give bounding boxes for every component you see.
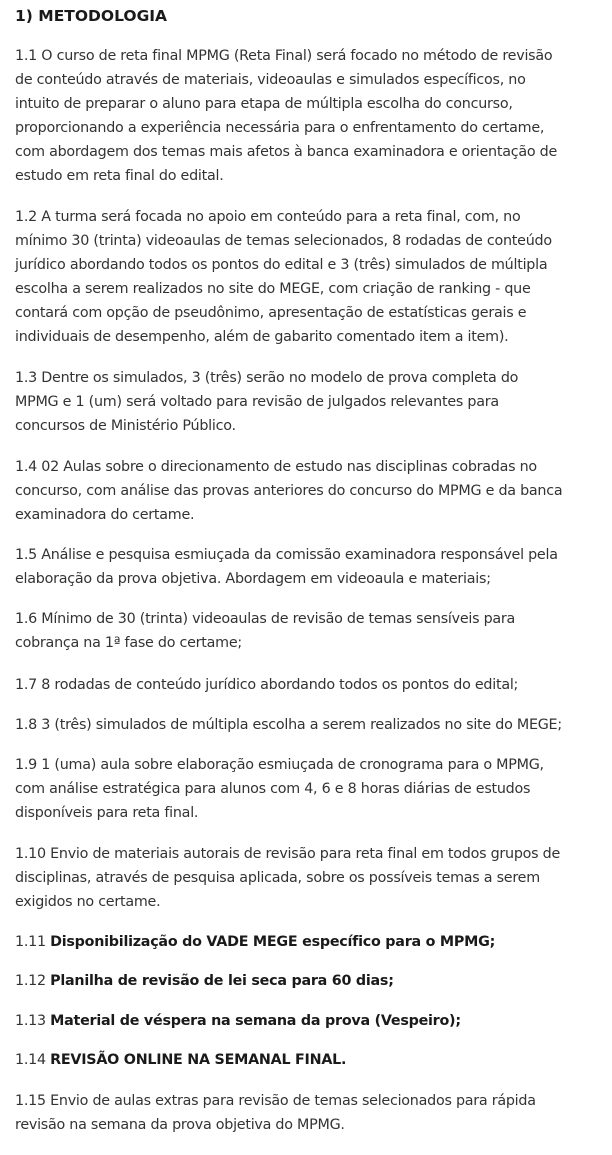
item-1-2-line-5: contará com opção de pseudônimo, apresentação de estatísticas gerais e — [15, 305, 527, 321]
item-1-2-line-4: escolha a serem realizados no site do MEGE, com criação de ranking - que — [15, 281, 531, 297]
item-1-15-line-1: 1.15 Envio de aulas extras para revisão de temas selecionados para rápida — [15, 1093, 536, 1109]
item-1-8-line-1: 1.8 3 (três) simulados de múltipla escolha a serem realizados no site do MEGE; — [15, 717, 562, 733]
item-1-2-line-2: mínimo 30 (trinta) videoaulas de temas selecionados, 8 rodadas de conteúdo — [15, 233, 552, 249]
item-1-1-line-4: proporcionando a experiência necessária para o enfrentamento do certame, — [15, 120, 545, 136]
section-title: 1) METODOLOGIA — [15, 7, 168, 25]
item-1-13 — [15, 1009, 461, 1033]
item-1-13-number: 1.13 — [15, 1013, 51, 1029]
item-1-9-line-2: com análise estratégica para alunos com 4, 6 e 8 horas diárias de estudos — [15, 781, 531, 797]
item-1-12 — [15, 969, 394, 993]
item-1-3-line-2: MPMG e 1 (um) será voltado para revisão de julgados relevantes para — [15, 394, 499, 410]
item-1-1-line-2: de conteúdo através de materiais, videoaulas e simulados específicos, no — [15, 72, 526, 88]
item-1-7-line-1: 1.7 8 rodadas de conteúdo jurídico abordando todos os pontos do edital; — [15, 677, 519, 693]
item-1-3-line-1: 1.3 Dentre os simulados, 3 (três) serão no modelo de prova completa do — [15, 370, 519, 386]
item-1-5-line-2: elaboração da prova objetiva. Abordagem em videoaula e materiais; — [15, 571, 491, 587]
item-1-15-line-2: revisão na semana da prova objetiva do MPMG. — [15, 1117, 345, 1133]
item-1-10-line-3: exigidos no certame. — [15, 894, 161, 910]
item-1-1-line-3: intuito de preparar o aluno para etapa de múltipla escolha do concurso, — [15, 96, 513, 112]
item-1-10-line-2: disciplinas, através de pesquisa aplicada, sobre os possíveis temas a serem — [15, 870, 540, 886]
item-1-6-line-1: 1.6 Mínimo de 30 (trinta) videoaulas de revisão de temas sensíveis para — [15, 611, 516, 627]
item-1-13-text: Material de véspera na semana da prova (Vespeiro); — [50, 1013, 461, 1029]
item-1-9-line-3: disponíveis para reta final. — [15, 805, 199, 821]
item-1-4-line-2: concurso, com análise das provas anteriores do concurso do MPMG e da banca — [15, 483, 563, 499]
item-1-1-line-6: estudo em reta final do edital. — [15, 168, 224, 184]
item-1-1-line-1: 1.1 O curso de reta final MPMG (Reta Final) será focado no método de revisão — [15, 48, 553, 64]
item-1-3-line-3: concursos de Ministério Público. — [15, 418, 236, 434]
item-1-4-line-1: 1.4 02 Aulas sobre o direcionamento de estudo nas disciplinas cobradas no — [15, 459, 537, 475]
item-1-10-line-1: 1.10 Envio de materiais autorais de revisão para reta final em todos grupos de — [15, 846, 561, 862]
item-1-12-text: Planilha de revisão de lei seca para 60 dias; — [50, 973, 394, 989]
item-1-6-line-2: cobrança na 1ª fase do certame; — [15, 635, 242, 651]
item-1-11-text: Disponibilização do VADE MEGE específico para o MPMG; — [50, 934, 496, 950]
item-1-12-number: 1.12 — [15, 973, 51, 989]
item-1-11 — [15, 930, 495, 954]
item-1-9-line-1: 1.9 1 (uma) aula sobre elaboração esmiuçada de cronograma para o MPMG, — [15, 757, 544, 773]
item-1-1-line-5: com abordagem dos temas mais afetos à banca examinadora e orientação de — [15, 144, 558, 160]
item-1-2-line-3: jurídico abordando todos os pontos do edital e 3 (três) simulados de múltipla — [15, 257, 548, 273]
item-1-5-line-1: 1.5 Análise e pesquisa esmiuçada da comissão examinadora responsável pela — [15, 547, 558, 563]
item-1-14-text: REVISÃO ONLINE NA SEMANAL FINAL. — [50, 1052, 347, 1068]
item-1-2-line-1: 1.2 A turma será focada no apoio em conteúdo para a reta final, com, no — [15, 209, 521, 225]
item-1-14 — [15, 1048, 346, 1072]
item-1-11-number: 1.11 — [15, 934, 51, 950]
item-1-2-line-6: individuais de desempenho, além de gabarito comentado item a item). — [15, 329, 509, 345]
item-1-14-number: 1.14 — [15, 1052, 51, 1068]
item-1-4-line-3: examinadora do certame. — [15, 507, 195, 523]
